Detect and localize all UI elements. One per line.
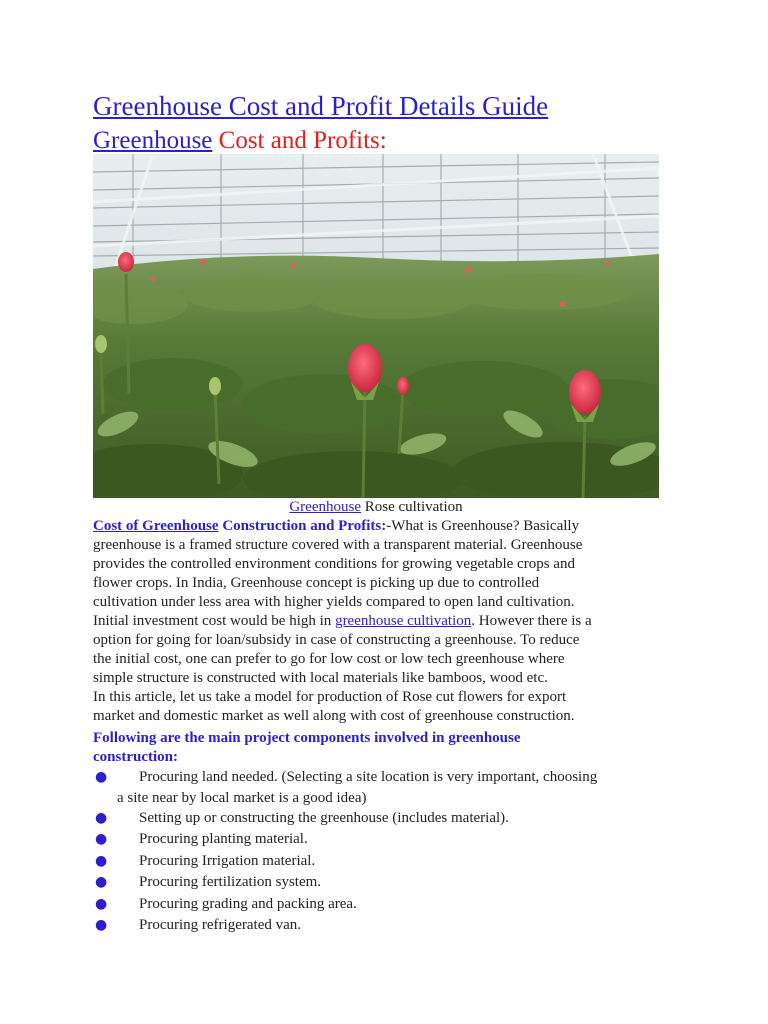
photo-caption: [93, 497, 659, 517]
components-list: [93, 767, 693, 937]
bullet-icon: ●: [95, 769, 108, 785]
intro-text: . However there is a: [471, 613, 592, 629]
intro-line: In this article, let us take a model for production of Rose cut flowers for export: [93, 689, 567, 705]
list-item: [93, 851, 693, 873]
list-item-text: Procuring land needed. (Selecting a site location is very important, choosing: [139, 769, 598, 785]
list-item-text: Procuring grading and packing area.: [139, 895, 357, 912]
page-title[interactable]: Greenhouse Cost and Profit Details Guide: [93, 91, 549, 121]
section-subtitle: [93, 124, 387, 158]
intro-text: -What is Greenhouse? Basically: [386, 518, 580, 534]
bullet-icon: ●: [95, 917, 108, 933]
list-item: [93, 767, 693, 808]
list-item-text: Procuring planting material.: [139, 831, 308, 847]
list-item: [93, 872, 693, 894]
list-item-continuation: a site near by local market is a good idea): [117, 789, 367, 806]
intro-line: provides the controlled environment conditions for growing vegetable crops and: [93, 556, 575, 572]
intro-line: greenhouse is a framed structure covered with a transparent material. Greenhouse: [93, 537, 583, 553]
greenhouse-cultivation-link[interactable]: greenhouse cultivation: [335, 613, 472, 629]
intro-line: cultivation under less area with higher yields compared to open land cultivation.: [93, 594, 575, 610]
list-item-text: Procuring refrigerated van.: [139, 917, 302, 933]
components-heading: [93, 729, 521, 767]
intro-line: the initial cost, one can prefer to go for low cost or low tech greenhouse where: [93, 651, 565, 667]
bullet-icon: ●: [95, 852, 108, 869]
caption-greenhouse-link[interactable]: Greenhouse: [289, 499, 361, 515]
list-item: [93, 894, 693, 916]
subtitle-greenhouse-link[interactable]: Greenhouse: [93, 127, 213, 154]
list-item: [93, 829, 693, 851]
intro-paragraph: [93, 517, 683, 726]
bullet-icon: ●: [95, 809, 108, 826]
rose-greenhouse-photo: [93, 154, 659, 498]
intro-line: market and domestic market as well along with cost of greenhouse construction.: [93, 708, 575, 724]
intro-line: simple structure is constructed with local materials like bamboos, wood etc.: [93, 670, 548, 686]
bullet-icon: ●: [95, 895, 108, 912]
list-item-text: Procuring Irrigation material.: [139, 852, 316, 869]
list-item: [93, 808, 693, 830]
components-heading-line: construction:: [93, 749, 178, 765]
intro-line: [93, 517, 683, 536]
intro-text: Initial investment cost would be high in: [93, 613, 336, 629]
bullet-icon: ●: [95, 874, 108, 890]
intro-line: option for going for loan/subsidy in case of constructing a greenhouse. To reduce: [93, 632, 580, 648]
list-item: [93, 915, 693, 937]
subtitle-cost-profits: Cost and Profits:: [218, 127, 387, 154]
components-heading-line: Following are the main project components involved in greenhouse: [93, 730, 521, 746]
cost-of-greenhouse-link[interactable]: Cost of Greenhouse: [93, 518, 219, 534]
intro-line: [93, 612, 683, 631]
bullet-icon: ●: [95, 831, 108, 847]
caption-text: Rose cultivation: [360, 499, 463, 515]
list-item-text: Setting up or constructing the greenhouse (includes material).: [139, 809, 509, 826]
list-item-text: Procuring fertilization system.: [139, 874, 322, 890]
intro-line: flower crops. In India, Greenhouse concept is picking up due to controlled: [93, 575, 540, 591]
lead-heading: Construction and Profits:: [218, 518, 387, 534]
